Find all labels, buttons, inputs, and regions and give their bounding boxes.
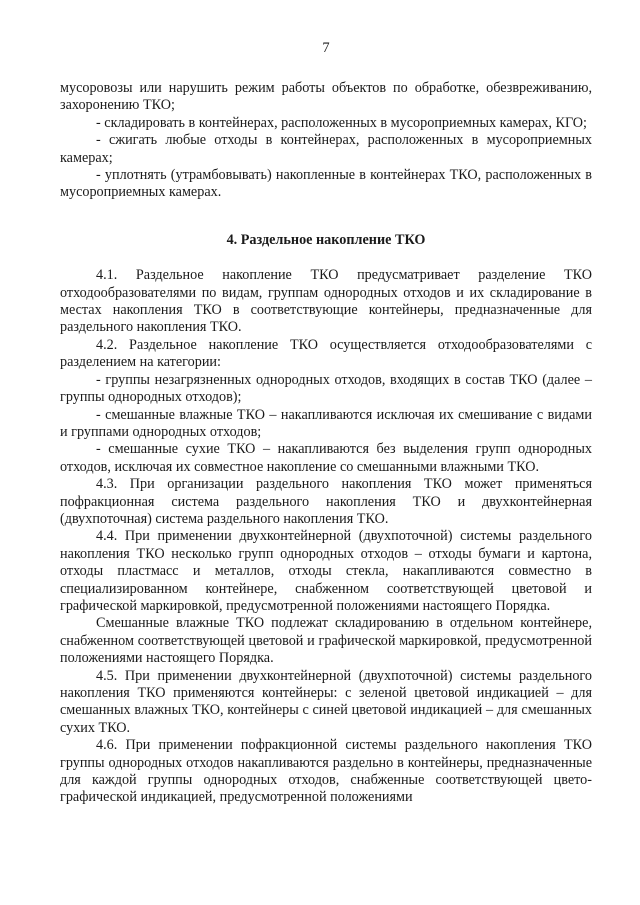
- paragraph-4-4: 4.4. При применении двухконтейнерной (двухпоточной) системы раздельного накопления ТКО несколько групп однородных отходов – отходы бумаги и картона, отходы пластмасс и металлов, отходы стекла, накапливаются совместно в специализированном контейнере, снабженном соответствующей цветовой и графической маркировкой, предусмотренной положениями настоящего Порядка.: [60, 528, 592, 614]
- intro-paragraph-4: - уплотнять (утрамбовывать) накопленные в контейнерах ТКО, расположенных в мусороприемных камерах.: [60, 167, 592, 201]
- list-item-mixed-wet: - смешанные влажные ТКО – накапливаются исключая их смешивание с видами и группами однородных отходов;: [60, 406, 592, 440]
- paragraph-4-1: 4.1. Раздельное накопление ТКО предусматривает разделение ТКО отходообразователями по видам, группам однородных отходов и их складирование в местах накопления ТКО в соответствующие контейнеры, предназначенные для раздельного накопления ТКО.: [60, 267, 592, 336]
- list-item-homogeneous-groups: - группы незагрязненных однородных отходов, входящих в состав ТКО (далее – группы однородных отходов);: [60, 371, 592, 406]
- document-page: [60, 40, 592, 807]
- intro-paragraph-3: - сжигать любые отходы в контейнерах, расположенных в мусороприемных камерах;: [60, 132, 592, 166]
- page-number: 7: [322, 40, 330, 56]
- paragraph-mixed-wet-storage: Смешанные влажные ТКО подлежат складированию в отдельном контейнере, снабженном соответствующей цветовой и графической маркировкой, предусмотренной положениями настоящего Порядка.: [60, 615, 592, 667]
- paragraph-4-3: 4.3. При организации раздельного накопления ТКО может применяться пофракционная система раздельного накопления ТКО и двухконтейнерная (двухпоточная) система раздельного накопления ТКО.: [60, 476, 592, 527]
- paragraph-4-2: 4.2. Раздельное накопление ТКО осуществляется отходообразователями с разделением на категории:: [60, 336, 592, 371]
- paragraph-4-5: 4.5. При применении двухконтейнерной (двухпоточной) системы раздельного накопления ТКО применяются контейнеры: с зеленой цветовой индикацией – для смешанных влажных ТКО, контейнеры с синей цветовой индикацией – для смешанных сухих ТКО.: [60, 667, 592, 736]
- paragraph-4-6: 4.6. При применении пофракционной системы раздельного накопления ТКО группы однородных отходов накапливаются раздельно в контейнеры, предназначенные для каждой группы однородных отходов, снабженные соответствующей цвето-графической индикацией, предусмотренной положениями: [60, 737, 592, 806]
- intro-paragraph-1: мусоровозы или нарушить режим работы объектов по обработке, обезвреживанию, захоронению ТКО;: [60, 80, 592, 114]
- section-title: 4. Раздельное накопление ТКО: [226, 231, 426, 248]
- list-item-mixed-dry: - смешанные сухие ТКО – накапливаются без выделения групп однородных отходов, исключая их совместное накопление со смешанными влажными ТКО.: [60, 441, 592, 475]
- intro-paragraph-2: - складировать в контейнерах, расположенных в мусороприемных камерах, КГО;: [96, 114, 587, 131]
